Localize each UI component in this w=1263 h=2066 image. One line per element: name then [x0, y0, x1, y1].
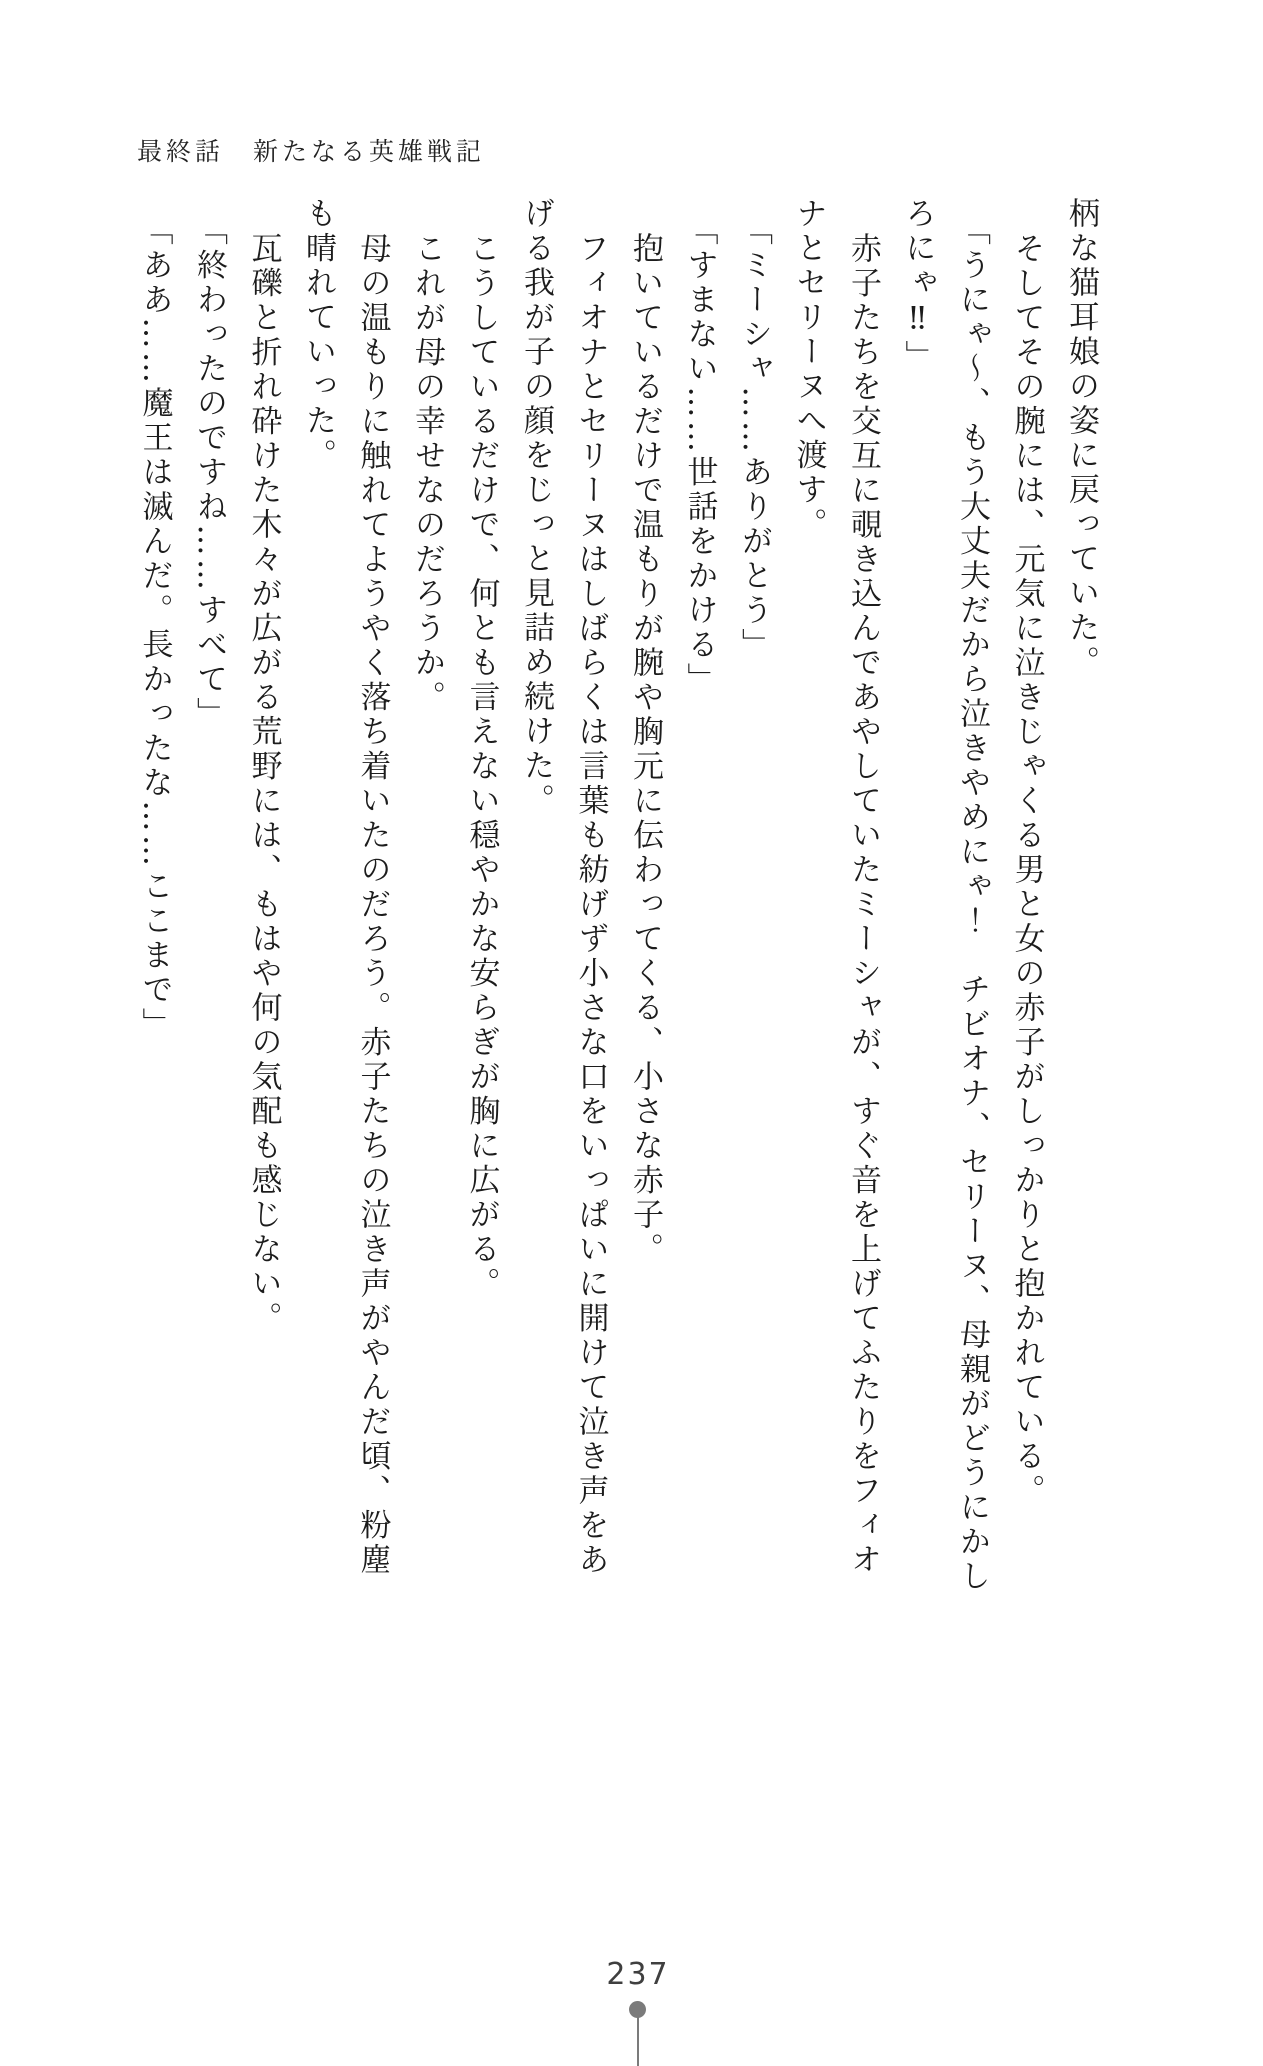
paragraph: 抱いているだけで温もりが腕や胸元に伝わってくる、小さな赤子。 [627, 231, 663, 1267]
paragraph: 「ああ……魔王は滅んだ。長かったな……ここまで」 [136, 214, 173, 1042]
paragraph: 「すまない……世話をかける」 [681, 214, 718, 697]
paragraph: こうしているだけで、何とも言えない穏やかな安らぎが胸に広がる。 [463, 231, 500, 1301]
paragraph: 母の温もりに触れてようやく落ち着いたのだろう。赤子たちの泣き声がやんだ頃、粉塵も晴れていった。 [300, 197, 391, 1577]
body-text [127, 197, 1108, 1597]
chapter-title: 最終話 新たなる英雄戦記 [137, 137, 486, 166]
paragraph: 赤子たちを交互に覗き込んであやしていたミーシャが、すぐ音を上げてふたりをフィオナとセリーヌへ渡す。 [790, 197, 881, 1577]
paragraph: 瓦礫と折れ砕けた木々が広がる荒野には、もはや何の気配も感じない。 [245, 231, 282, 1336]
page-marker-line [637, 2009, 639, 2066]
paragraph: 「終わったのですね……すべて」 [191, 214, 227, 732]
paragraph: そしてその腕には、元気に泣きじゃくる男と女の赤子がしっかりと抱かれている。 [1008, 231, 1045, 1508]
paragraph: 「ミーシャ……ありがとう」 [736, 214, 772, 663]
page-number: 237 [606, 1957, 670, 1992]
paragraph: これが母の幸せなのだろうか。 [409, 231, 445, 715]
paragraph: 柄な猫耳娘の姿に戻っていた。 [1063, 197, 1099, 680]
paragraph: 「うにゃ〜、もう大丈夫だから泣きやめにゃ！ チビオナ、セリーヌ、母親がどうにかしろにゃ‼」 [899, 197, 990, 1594]
paragraph: フィオナとセリーヌはしばらくは言葉も紡げず小さな口をいっぱいに開けて泣き声をあげる我が子の顔をじっと見詰め続けた。 [518, 197, 609, 1577]
